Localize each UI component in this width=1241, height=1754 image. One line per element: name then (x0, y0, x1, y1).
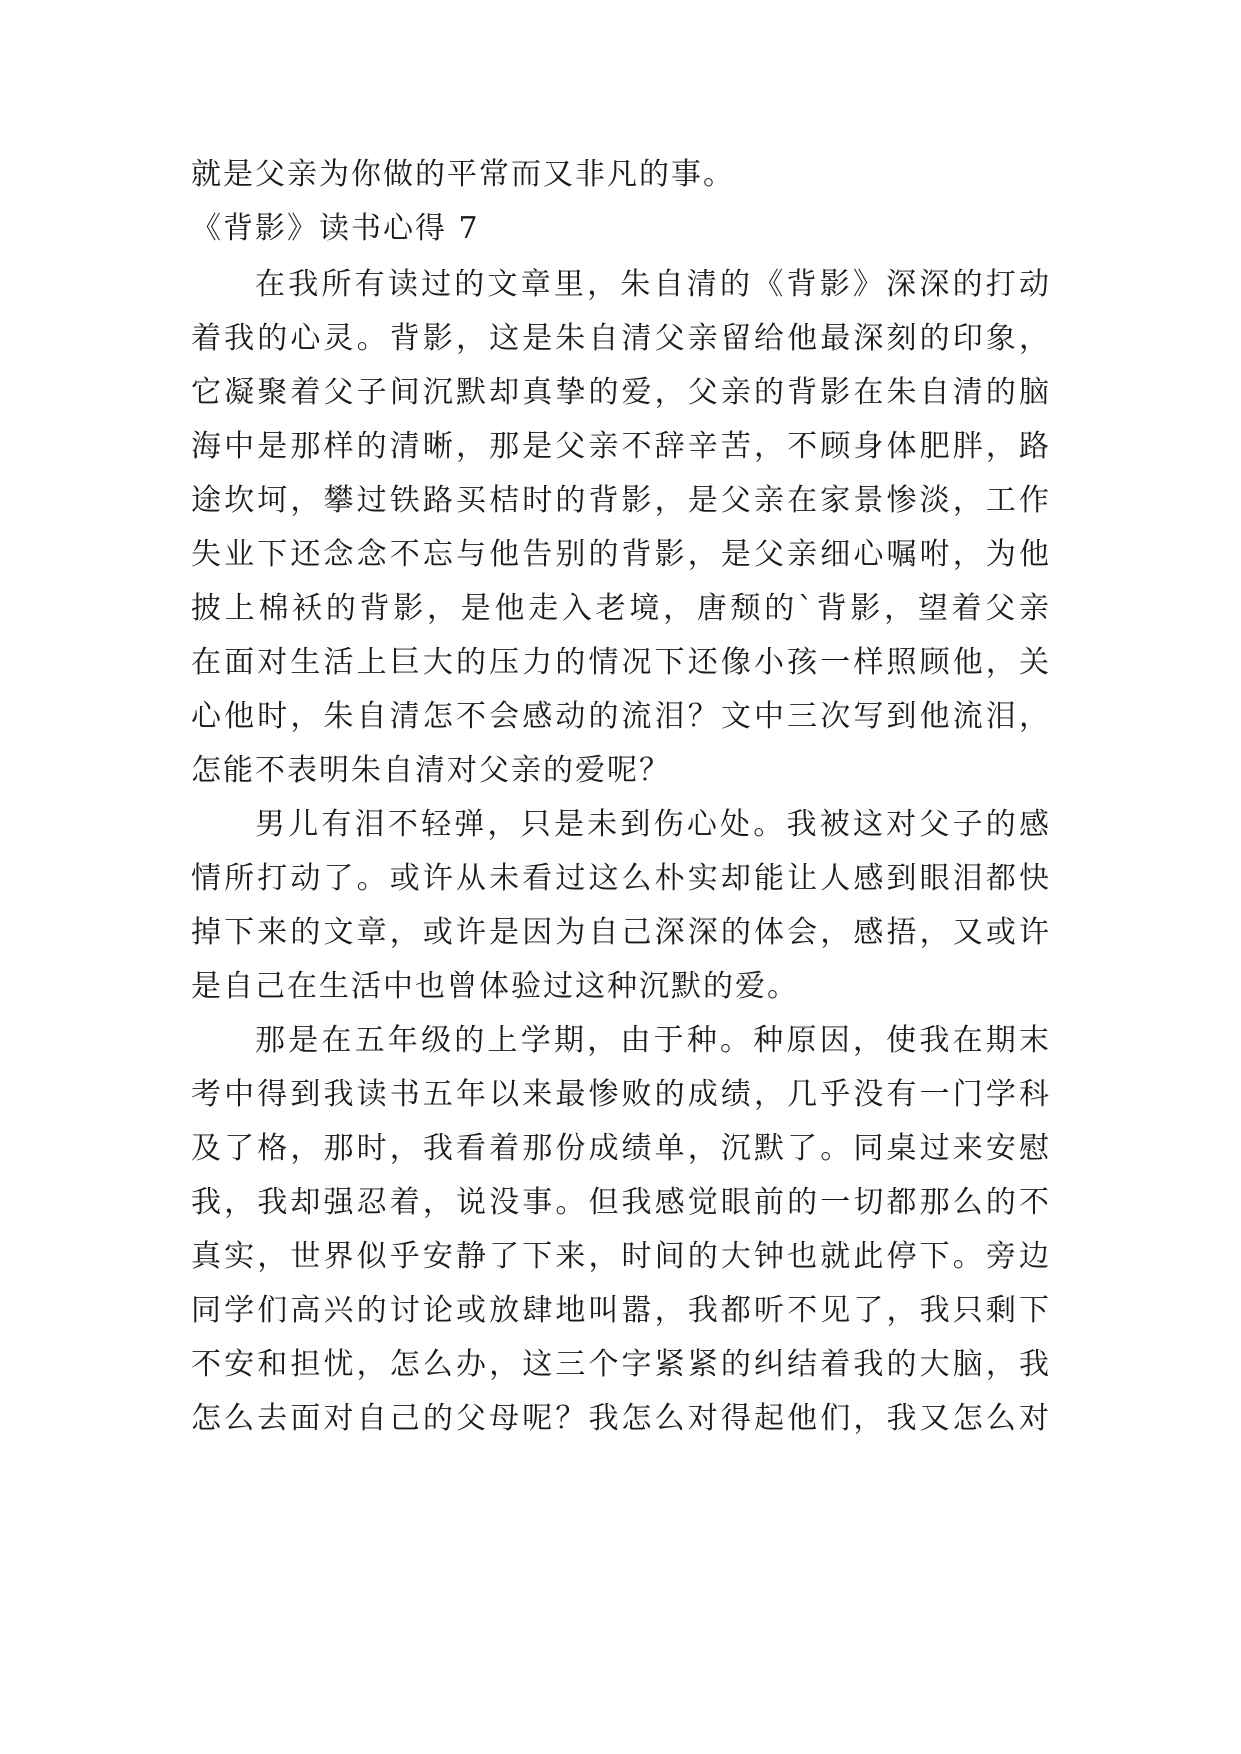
intro-line: 就是父亲为你做的平常而又非凡的事。 (191, 157, 735, 192)
paragraph-line: 它凝聚着父子间沉默却真挚的爱，父亲的背影在朱自清的脑 (191, 375, 1051, 410)
paragraph-line: 在我所有读过的文章里，朱自清的《背影》深深的打动 (255, 267, 1051, 302)
paragraph-line: 男儿有泪不轻弹，只是未到伤心处。我被这对父子的感 (255, 807, 1051, 842)
paragraph-line: 着我的心灵。背影，这是朱自清父亲留给他最深刻的印象， (191, 321, 1051, 356)
paragraph-line: 那是在五年级的上学期，由于种。种原因，使我在期末 (255, 1023, 1051, 1058)
paragraph-line: 真实，世界似乎安静了下来，时间的大钟也就此停下。旁边 (191, 1239, 1051, 1274)
paragraph-line: 怎能不表明朱自清对父亲的爱呢？ (191, 753, 671, 788)
paragraph-line: 考中得到我读书五年以来最惨败的成绩，几乎没有一门学科 (191, 1077, 1051, 1112)
paragraph-line: 情所打动了。或许从未看过这么朴实却能让人感到眼泪都快 (191, 861, 1051, 896)
document-body (191, 150, 1051, 1446)
paragraph-line: 失业下还念念不忘与他告别的背影，是父亲细心嘱咐，为他 (191, 537, 1051, 572)
paragraph-line: 途坎坷，攀过铁路买桔时的背影，是父亲在家景惨淡，工作 (191, 483, 1051, 518)
paragraph-line: 我，我却强忍着，说没事。但我感觉眼前的一切都那么的不 (191, 1185, 1051, 1220)
paragraph-1 (191, 258, 1051, 798)
paragraph-line: 同学们高兴的讨论或放肆地叫嚣，我都听不见了，我只剩下 (191, 1293, 1051, 1328)
section-title: 《背影》读书心得 7 (191, 211, 480, 246)
paragraph-line: 海中是那样的清晰，那是父亲不辞辛苦，不顾身体肥胖，路 (191, 429, 1051, 464)
paragraph-line: 及了格，那时，我看着那份成绩单，沉默了。同桌过来安慰 (191, 1131, 1051, 1166)
paragraph-line: 是自己在生活中也曾体验过这种沉默的爱。 (191, 969, 799, 1004)
paragraph-3 (191, 1014, 1051, 1446)
paragraph-line: 披上棉袄的背影，是他走入老境，唐颓的`背影，望着父亲 (191, 591, 1051, 626)
paragraph-line: 掉下来的文章，或许是因为自己深深的体会，感捂，又或许 (191, 915, 1051, 950)
paragraph-2 (191, 798, 1051, 1014)
paragraph-line: 心他时，朱自清怎不会感动的流泪？文中三次写到他流泪， (191, 699, 1051, 734)
paragraph-line: 在面对生活上巨大的压力的情况下还像小孩一样照顾他，关 (191, 645, 1051, 680)
paragraph-line: 怎么去面对自己的父母呢？我怎么对得起他们，我又怎么对 (191, 1401, 1051, 1436)
paragraph-line: 不安和担忧，怎么办，这三个字紧紧的纠结着我的大脑，我 (191, 1347, 1051, 1382)
